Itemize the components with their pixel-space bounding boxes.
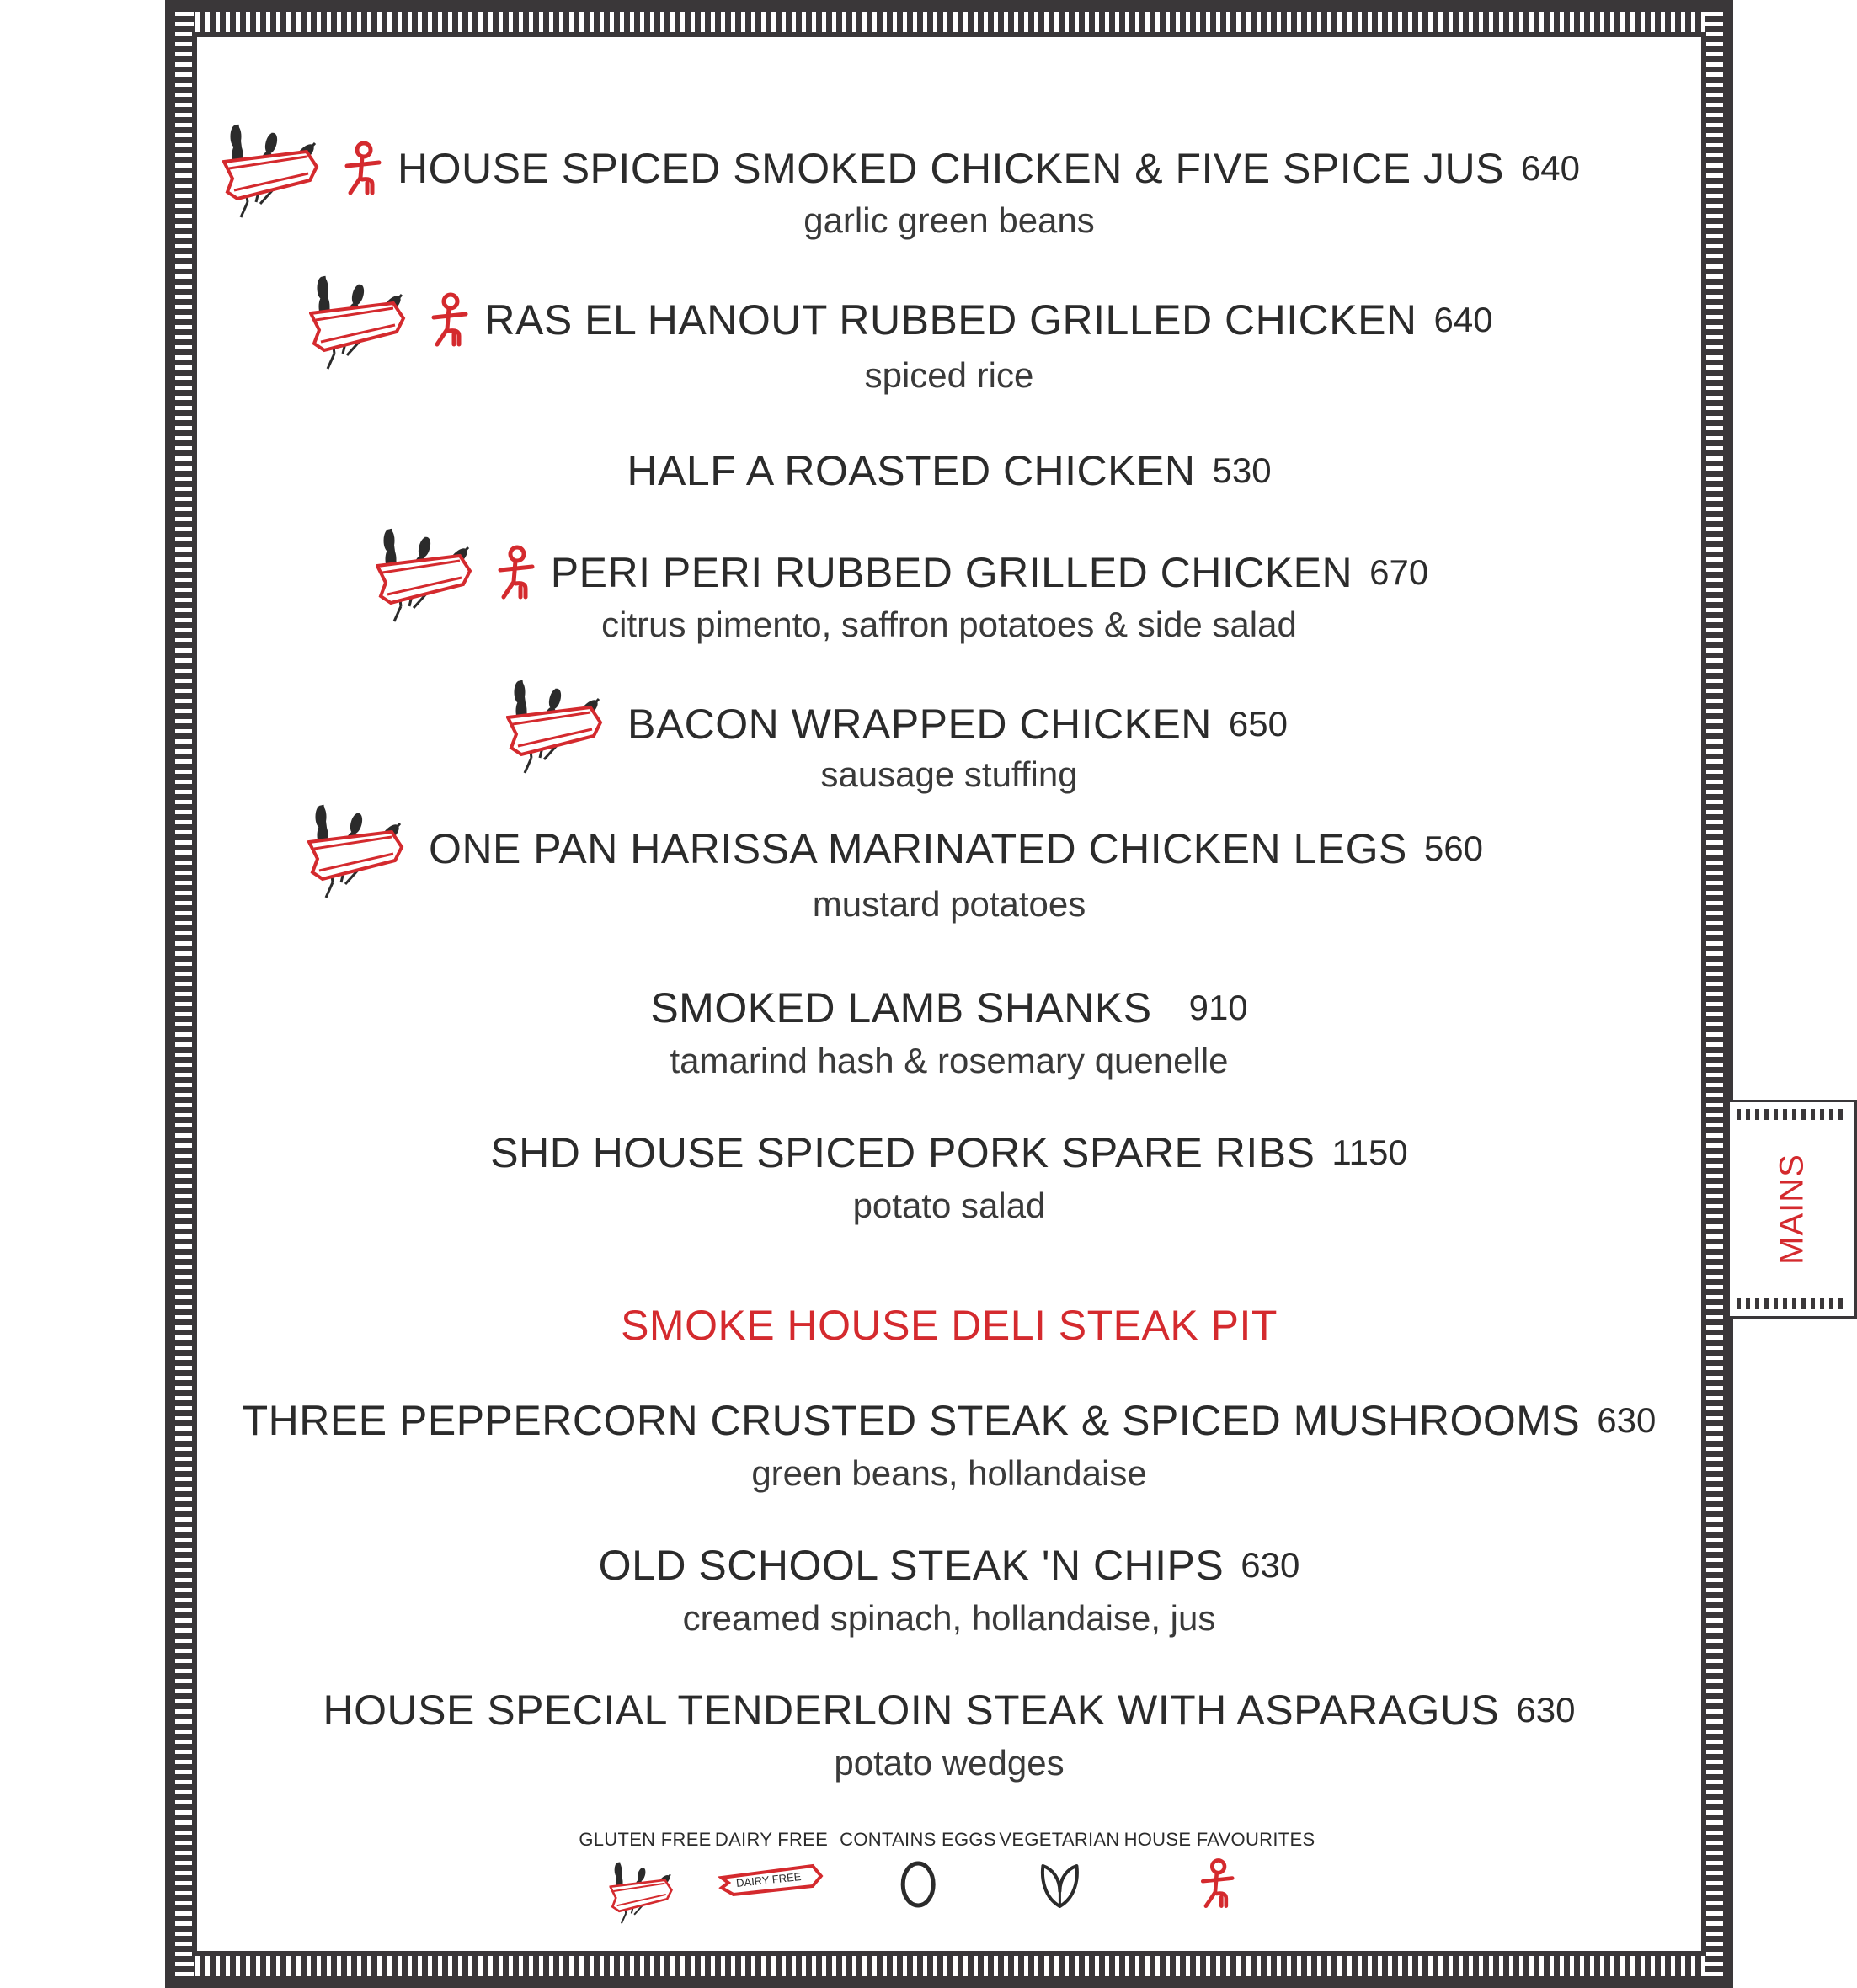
section-title: SMOKE HOUSE DELI STEAK PIT bbox=[621, 1302, 1278, 1349]
menu-item bbox=[197, 522, 1701, 645]
legend-house-favourites bbox=[1124, 1829, 1315, 1910]
house-favourite-icon bbox=[344, 141, 386, 196]
dish-name: SHD HOUSE SPICED PORK SPARE RIBS bbox=[490, 1129, 1315, 1176]
dairy-free-icon bbox=[718, 1857, 824, 1900]
gluten-free-icon bbox=[222, 118, 332, 219]
menu-item bbox=[197, 798, 1701, 925]
dish-description: green beans, hollandaise bbox=[751, 1453, 1147, 1493]
legend-gluten-free bbox=[579, 1829, 711, 1925]
dish-price: 640 bbox=[1520, 148, 1580, 188]
dish-price: 530 bbox=[1212, 450, 1272, 490]
legend-label: GLUTEN FREE bbox=[579, 1829, 712, 1850]
tab-tick-bottom bbox=[1737, 1298, 1848, 1309]
gluten-free-icon bbox=[506, 674, 616, 775]
dish-name: PERI PERI RUBBED GRILLED CHICKEN bbox=[550, 549, 1353, 596]
dish-price: 910 bbox=[1188, 988, 1248, 1027]
dish-name: THREE PEPPERCORN CRUSTED STEAK & SPICED MUSHROOMS bbox=[242, 1397, 1581, 1444]
dish-name: BACON WRAPPED CHICKEN bbox=[627, 701, 1212, 748]
dish-price: 630 bbox=[1516, 1690, 1576, 1730]
dish-description: garlic green beans bbox=[803, 200, 1095, 240]
menu-item bbox=[197, 446, 1701, 495]
egg-icon bbox=[897, 1857, 939, 1911]
dish-name: RAS EL HANOUT RUBBED GRILLED CHICKEN bbox=[484, 296, 1417, 344]
dish-name: HOUSE SPICED SMOKED CHICKEN & FIVE SPICE JUS bbox=[398, 145, 1504, 192]
menu-item bbox=[197, 983, 1701, 1081]
gluten-free-icon bbox=[307, 798, 417, 899]
legend-vegetarian bbox=[999, 1829, 1119, 1911]
dish-description: citrus pimento, saffron potatoes & side salad bbox=[601, 605, 1297, 644]
dish-price: 640 bbox=[1433, 300, 1493, 339]
dish-price: 670 bbox=[1369, 552, 1429, 592]
gluten-free-icon bbox=[309, 269, 419, 370]
dish-price: 560 bbox=[1423, 829, 1483, 868]
house-favourite-icon bbox=[430, 292, 472, 348]
dish-description: creamed spinach, hollandaise, jus bbox=[682, 1598, 1216, 1638]
tab-mains[interactable] bbox=[1730, 1100, 1857, 1319]
dish-description: spiced rice bbox=[864, 355, 1034, 395]
dish-price: 630 bbox=[1241, 1545, 1300, 1585]
legend-dairy-free bbox=[715, 1829, 828, 1900]
house-favourite-icon bbox=[497, 545, 539, 600]
legend-contains-eggs bbox=[840, 1829, 996, 1911]
menu-item bbox=[197, 269, 1701, 396]
dish-name: HALF A ROASTED CHICKEN bbox=[627, 447, 1196, 494]
dish-name: ONE PAN HARISSA MARINATED CHICKEN LEGS bbox=[429, 825, 1407, 872]
dairy-free-badge-text: DAIRY FREE bbox=[735, 1869, 803, 1890]
menu-item bbox=[197, 1541, 1701, 1639]
dish-description: potato salad bbox=[852, 1186, 1046, 1225]
menu-item bbox=[197, 118, 1701, 241]
legend-label: VEGETARIAN bbox=[999, 1829, 1120, 1850]
tab-tick-top bbox=[1737, 1109, 1848, 1120]
gluten-free-icon bbox=[609, 1857, 681, 1925]
dish-description: potato wedges bbox=[834, 1743, 1065, 1783]
dish-description: sausage stuffing bbox=[820, 754, 1078, 794]
house-favourite-icon bbox=[1200, 1857, 1239, 1910]
legend-label: CONTAINS EGGS bbox=[840, 1829, 996, 1850]
dish-price: 650 bbox=[1228, 704, 1288, 744]
dish-description: mustard potatoes bbox=[812, 884, 1086, 924]
dish-price: 630 bbox=[1597, 1400, 1657, 1440]
menu-item bbox=[197, 1128, 1701, 1226]
menu-item bbox=[197, 674, 1701, 795]
dish-name: HOUSE SPECIAL TENDERLOIN STEAK WITH ASPARAGUS bbox=[323, 1687, 1500, 1734]
menu-item bbox=[197, 1396, 1701, 1494]
legend-label: DAIRY FREE bbox=[714, 1829, 829, 1850]
gluten-free-icon bbox=[376, 522, 485, 623]
dish-name: SMOKED LAMB SHANKS bbox=[650, 984, 1152, 1031]
dish-description: tamarind hash & rosemary quenelle bbox=[670, 1041, 1229, 1080]
dish-name: OLD SCHOOL STEAK 'N CHIPS bbox=[598, 1542, 1225, 1589]
legend-label: HOUSE FAVOURITES bbox=[1123, 1829, 1315, 1850]
tab-mains-label: MAINS bbox=[1773, 1154, 1811, 1265]
leaf-icon bbox=[1036, 1857, 1083, 1911]
dish-price: 1150 bbox=[1331, 1133, 1408, 1172]
menu-item bbox=[197, 1686, 1701, 1783]
